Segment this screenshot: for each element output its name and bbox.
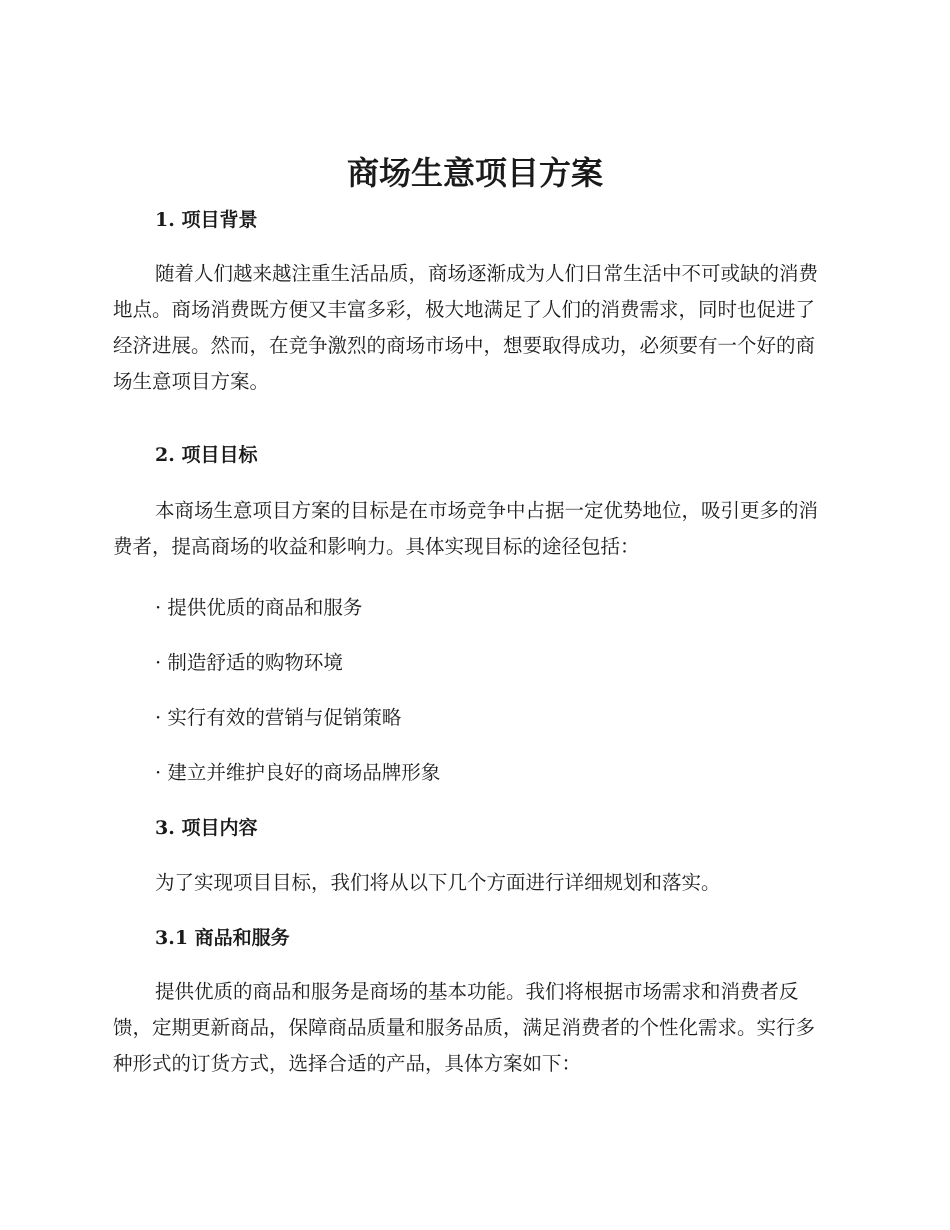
section-heading-background: 1. 项目背景	[155, 209, 258, 231]
bullet-item-environment: · 制造舒适的购物环境	[155, 651, 343, 674]
paragraph-content: 为了实现项目目标，我们将从以下几个方面进行详细规划和落实。	[155, 871, 721, 894]
bullet-item-brand: · 建立并维护良好的商场品牌形象	[155, 761, 441, 784]
section-heading-goals: 2. 项目目标	[155, 444, 258, 466]
section-heading-content: 3. 项目内容	[155, 817, 258, 839]
paragraph-background: 随着人们越来越注重生活品质，商场逐渐成为人们日常生活中不可或缺的消费地点。商场消费既方便又丰富多彩，极大地满足了人们的消费需求，同时也促进了经济进展。然而，在竞争激烈的商场市场中，想要取得成功，必须要有一个好的商场生意项目方案。	[113, 262, 819, 393]
paragraph-goods-services: 提供优质的商品和服务是商场的基本功能。我们将根据市场需求和消费者反馈，定期更新商品，保障商品质量和服务品质，满足消费者的个性化需求。实行多种形式的订货方式，选择合适的产品，具体方案如下：	[113, 980, 816, 1075]
subsection-heading-goods-services: 3.1 商品和服务	[155, 927, 290, 949]
bullet-item-goods-services: · 提供优质的商品和服务	[155, 596, 363, 619]
document-title: 商场生意项目方案	[346, 154, 603, 192]
paragraph-goals: 本商场生意项目方案的目标是在市场竞争中占据一定优势地位，吸引更多的消费者，提高商场的收益和影响力。具体实现目标的途径包括：	[113, 499, 819, 558]
bullet-item-marketing: · 实行有效的营销与促销策略	[155, 706, 402, 729]
